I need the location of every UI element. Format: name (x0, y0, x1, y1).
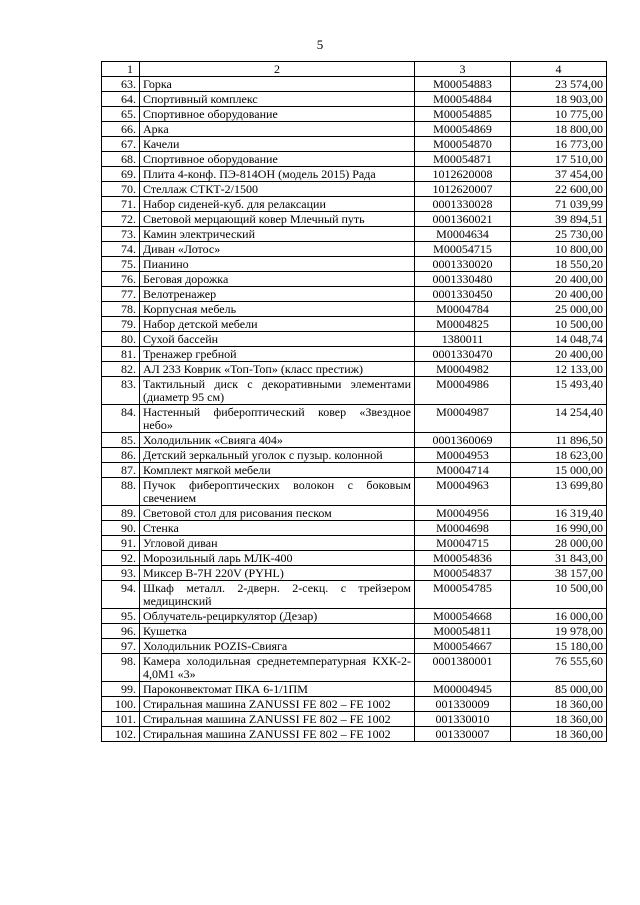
item-cost: 23 574,00 (511, 77, 607, 92)
row-number: 84. (102, 405, 140, 433)
item-name: Пианино (140, 257, 415, 272)
item-cost: 71 039,99 (511, 197, 607, 212)
table-row (102, 639, 607, 654)
item-name: Тактильный диск с декоративными элементами (диаметр 95 см) (140, 377, 415, 405)
table-row (102, 727, 607, 742)
table-row (102, 182, 607, 197)
inventory-code: M0004698 (415, 521, 511, 536)
item-cost: 18 550,20 (511, 257, 607, 272)
table-row (102, 257, 607, 272)
table-row (102, 448, 607, 463)
item-cost: 10 500,00 (511, 317, 607, 332)
inventory-code: M00054715 (415, 242, 511, 257)
item-name: Тренажер гребной (140, 347, 415, 362)
item-cost: 18 360,00 (511, 727, 607, 742)
table-row (102, 581, 607, 609)
item-cost: 12 133,00 (511, 362, 607, 377)
item-name: Набор сиденей-куб. для релаксации (140, 197, 415, 212)
table-row (102, 566, 607, 581)
inventory-code: M0004715 (415, 536, 511, 551)
table-row (102, 137, 607, 152)
row-number: 67. (102, 137, 140, 152)
item-name: Спортивное оборудование (140, 107, 415, 122)
item-name: Комплект мягкой мебели (140, 463, 415, 478)
inventory-code: M00054885 (415, 107, 511, 122)
row-number: 74. (102, 242, 140, 257)
inventory-table (101, 61, 607, 742)
item-name: Качели (140, 137, 415, 152)
table-row (102, 506, 607, 521)
item-cost: 16 773,00 (511, 137, 607, 152)
item-name: Световой стол для рисования песком (140, 506, 415, 521)
item-cost: 13 699,80 (511, 478, 607, 506)
item-cost: 20 400,00 (511, 347, 607, 362)
table-row (102, 521, 607, 536)
row-number: 75. (102, 257, 140, 272)
item-name: Световой мерцающий ковер Млечный путь (140, 212, 415, 227)
item-cost: 16 000,00 (511, 609, 607, 624)
item-name: Камера холодильная среднетемпературная КХК-2-4,0М1 «3» (140, 654, 415, 682)
header-col-2: 2 (140, 62, 415, 77)
item-cost: 10 500,00 (511, 581, 607, 609)
row-number: 73. (102, 227, 140, 242)
inventory-code: M00054884 (415, 92, 511, 107)
item-name: Настенный фибероптический ковер «Звездное небо» (140, 405, 415, 433)
table-row (102, 478, 607, 506)
row-number: 65. (102, 107, 140, 122)
page-number: 5 (316, 37, 324, 52)
table-row (102, 609, 607, 624)
item-name: Детский зеркальный уголок с пузыр. колонной (140, 448, 415, 463)
row-number: 76. (102, 272, 140, 287)
inventory-code: 0001330020 (415, 257, 511, 272)
row-number: 83. (102, 377, 140, 405)
row-number: 95. (102, 609, 140, 624)
row-number: 99. (102, 682, 140, 697)
item-name: Морозильный ларь МЛК-400 (140, 551, 415, 566)
inventory-code: M0004825 (415, 317, 511, 332)
table-row (102, 92, 607, 107)
row-number: 101. (102, 712, 140, 727)
inventory-code: M00004945 (415, 682, 511, 697)
inventory-code: 1012620007 (415, 182, 511, 197)
table-row (102, 122, 607, 137)
item-cost: 18 903,00 (511, 92, 607, 107)
table-row (102, 697, 607, 712)
table-row (102, 347, 607, 362)
table-row (102, 654, 607, 682)
header-col-1: 1 (102, 62, 140, 77)
inventory-code: M0004953 (415, 448, 511, 463)
item-name: АЛ 233 Коврик «Топ-Топ» (класс престиж) (140, 362, 415, 377)
table-row (102, 317, 607, 332)
item-name: Стиральная машина ZANUSSI FE 802 – FE 1002 (140, 727, 415, 742)
item-cost: 19 978,00 (511, 624, 607, 639)
item-cost: 37 454,00 (511, 167, 607, 182)
inventory-code: 1012620008 (415, 167, 511, 182)
item-name: Велотренажер (140, 287, 415, 302)
item-name: Холодильник POZIS-Свияга (140, 639, 415, 654)
row-number: 66. (102, 122, 140, 137)
table-row (102, 712, 607, 727)
item-name: Набор детской мебели (140, 317, 415, 332)
table-row (102, 536, 607, 551)
item-cost: 20 400,00 (511, 287, 607, 302)
item-name: Пучок фибероптических волокон с боковым свечением (140, 478, 415, 506)
item-name: Плита 4-конф. ПЭ-814ОН (модель 2015) Рада (140, 167, 415, 182)
row-number: 63. (102, 77, 140, 92)
table-row (102, 405, 607, 433)
row-number: 96. (102, 624, 140, 639)
row-number: 85. (102, 433, 140, 448)
row-number: 94. (102, 581, 140, 609)
item-name: Камин электрический (140, 227, 415, 242)
item-name: Кушетка (140, 624, 415, 639)
table-row (102, 107, 607, 122)
header-col-3: 3 (415, 62, 511, 77)
row-number: 88. (102, 478, 140, 506)
item-name: Холодильник «Свияга 404» (140, 433, 415, 448)
inventory-code: 0001330450 (415, 287, 511, 302)
row-number: 72. (102, 212, 140, 227)
table-header-row (102, 62, 607, 77)
item-name: Миксер В-7Н 220V (PYHL) (140, 566, 415, 581)
row-number: 91. (102, 536, 140, 551)
item-name: Стиральная машина ZANUSSI FE 802 – FE 1002 (140, 697, 415, 712)
item-cost: 31 843,00 (511, 551, 607, 566)
table-row (102, 302, 607, 317)
table-row (102, 287, 607, 302)
table-row (102, 332, 607, 347)
item-cost: 18 360,00 (511, 697, 607, 712)
table-row (102, 624, 607, 639)
inventory-code: 001330009 (415, 697, 511, 712)
item-cost: 17 510,00 (511, 152, 607, 167)
item-name: Спортивное оборудование (140, 152, 415, 167)
item-name: Диван «Лотос» (140, 242, 415, 257)
item-name: Стенка (140, 521, 415, 536)
item-cost: 14 048,74 (511, 332, 607, 347)
inventory-code: M0004784 (415, 302, 511, 317)
item-cost: 16 990,00 (511, 521, 607, 536)
header-col-4: 4 (511, 62, 607, 77)
row-number: 86. (102, 448, 140, 463)
inventory-code: 0001330028 (415, 197, 511, 212)
table-row (102, 377, 607, 405)
row-number: 97. (102, 639, 140, 654)
inventory-code: M0004956 (415, 506, 511, 521)
row-number: 71. (102, 197, 140, 212)
item-cost: 15 000,00 (511, 463, 607, 478)
item-cost: 85 000,00 (511, 682, 607, 697)
item-cost: 18 800,00 (511, 122, 607, 137)
inventory-code: M00054883 (415, 77, 511, 92)
item-name: Арка (140, 122, 415, 137)
table-row (102, 197, 607, 212)
item-cost: 15 180,00 (511, 639, 607, 654)
row-number: 78. (102, 302, 140, 317)
inventory-code: M00054871 (415, 152, 511, 167)
row-number: 100. (102, 697, 140, 712)
row-number: 89. (102, 506, 140, 521)
row-number: 64. (102, 92, 140, 107)
item-cost: 25 000,00 (511, 302, 607, 317)
table-row (102, 152, 607, 167)
item-cost: 10 775,00 (511, 107, 607, 122)
table-row (102, 433, 607, 448)
item-cost: 18 623,00 (511, 448, 607, 463)
item-cost: 15 493,40 (511, 377, 607, 405)
item-cost: 10 800,00 (511, 242, 607, 257)
table-row (102, 227, 607, 242)
table-row (102, 167, 607, 182)
item-name: Облучатель-рециркулятор (Дезар) (140, 609, 415, 624)
table-row (102, 212, 607, 227)
inventory-code: 1380011 (415, 332, 511, 347)
item-cost: 14 254,40 (511, 405, 607, 433)
row-number: 82. (102, 362, 140, 377)
inventory-code: M00054837 (415, 566, 511, 581)
inventory-code: M00054869 (415, 122, 511, 137)
item-cost: 28 000,00 (511, 536, 607, 551)
item-name: Шкаф металл. 2-дверн. 2-секц. с трейзером медицинский (140, 581, 415, 609)
item-cost: 11 896,50 (511, 433, 607, 448)
item-cost: 39 894,51 (511, 212, 607, 227)
table-row (102, 551, 607, 566)
item-name: Спортивный комплекс (140, 92, 415, 107)
row-number: 92. (102, 551, 140, 566)
item-name: Горка (140, 77, 415, 92)
inventory-code: 0001360021 (415, 212, 511, 227)
row-number: 102. (102, 727, 140, 742)
item-name: Стиральная машина ZANUSSI FE 802 – FE 1002 (140, 712, 415, 727)
inventory-code: 0001330470 (415, 347, 511, 362)
row-number: 69. (102, 167, 140, 182)
item-name: Стеллаж СТКТ-2/1500 (140, 182, 415, 197)
inventory-code: M0004714 (415, 463, 511, 478)
table-row (102, 242, 607, 257)
row-number: 77. (102, 287, 140, 302)
inventory-code: M0004986 (415, 377, 511, 405)
inventory-code: M00054785 (415, 581, 511, 609)
item-cost: 38 157,00 (511, 566, 607, 581)
inventory-code: M00054668 (415, 609, 511, 624)
row-number: 70. (102, 182, 140, 197)
item-name: Пароконвектомат ПКА 6-1/1ПМ (140, 682, 415, 697)
inventory-code: M0004982 (415, 362, 511, 377)
row-number: 81. (102, 347, 140, 362)
inventory-code: 0001380001 (415, 654, 511, 682)
row-number: 87. (102, 463, 140, 478)
inventory-code: M0004963 (415, 478, 511, 506)
item-cost: 22 600,00 (511, 182, 607, 197)
inventory-code: 0001330480 (415, 272, 511, 287)
item-cost: 16 319,40 (511, 506, 607, 521)
table-row (102, 77, 607, 92)
table-row (102, 682, 607, 697)
row-number: 80. (102, 332, 140, 347)
item-cost: 25 730,00 (511, 227, 607, 242)
item-cost: 20 400,00 (511, 272, 607, 287)
inventory-code: M00054667 (415, 639, 511, 654)
inventory-code: 001330010 (415, 712, 511, 727)
row-number: 90. (102, 521, 140, 536)
item-name: Беговая дорожка (140, 272, 415, 287)
row-number: 93. (102, 566, 140, 581)
inventory-code: M00054836 (415, 551, 511, 566)
row-number: 98. (102, 654, 140, 682)
inventory-code: 0001360069 (415, 433, 511, 448)
inventory-code: M0004634 (415, 227, 511, 242)
inventory-code: 001330007 (415, 727, 511, 742)
item-cost: 18 360,00 (511, 712, 607, 727)
item-cost: 76 555,60 (511, 654, 607, 682)
row-number: 68. (102, 152, 140, 167)
inventory-code: M00054870 (415, 137, 511, 152)
inventory-code: M00054811 (415, 624, 511, 639)
item-name: Сухой бассейн (140, 332, 415, 347)
item-name: Корпусная мебель (140, 302, 415, 317)
table-row (102, 463, 607, 478)
row-number: 79. (102, 317, 140, 332)
table-row (102, 362, 607, 377)
item-name: Угловой диван (140, 536, 415, 551)
table-row (102, 272, 607, 287)
inventory-code: M0004987 (415, 405, 511, 433)
